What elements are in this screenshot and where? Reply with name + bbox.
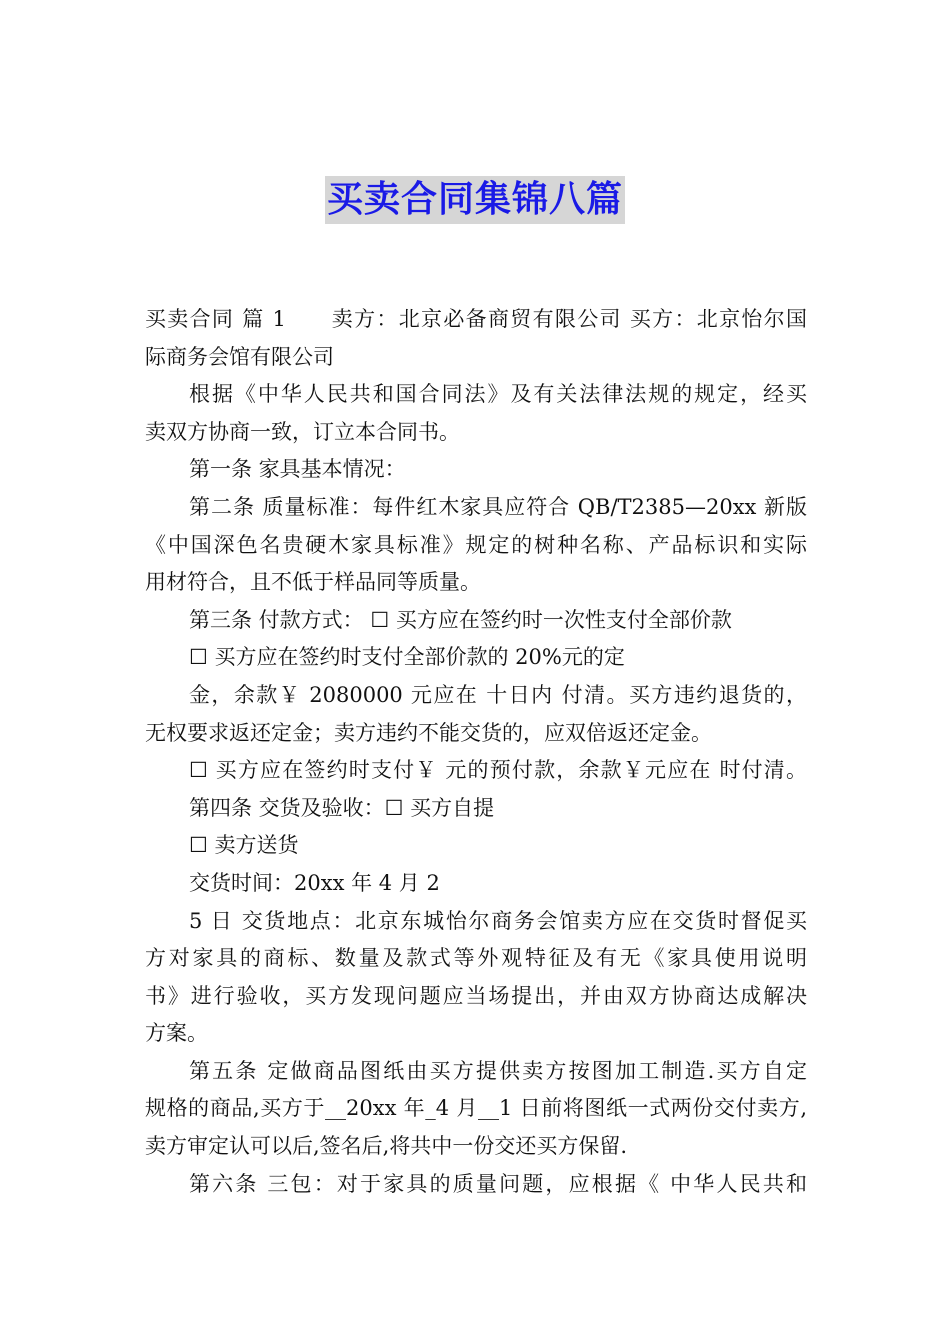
paragraph-line: 5 日 交货地点：北京东城怡尔商务会馆卖方应在交货时督促买 [189,908,807,933]
paragraph-line: 交货时间：20xx 年 4 月 2 [189,870,440,895]
paragraph-line: 买卖合同 篇 1 卖方：北京必备商贸有限公司 买方：北京怡尔国 [145,307,807,331]
paragraph-line: 书》进行验收，买方发现问题应当场提出，并由双方协商达成解决 [145,983,807,1008]
paragraph-line: 方对家具的商标、数量及款式等外观特征及有无《家具使用说明 [145,946,807,971]
paragraph-line: 规格的商品,买方于__20xx 年_4 月__1 日前将图纸一式两份交付卖方, [145,1096,807,1121]
paragraph-line: 第一条 家具基本情况： [189,457,406,482]
paragraph-line: 方案。 [145,1021,208,1046]
document-title: 买卖合同集锦八篇 [325,176,625,224]
paragraph-line: 卖方审定认可以后,签名后,将共中一份交还买方保留. [145,1134,628,1159]
paragraph-line: 第三条 付款方式： ☐ 买方应在签约时一次性支付全部价款 [189,607,732,632]
paragraph-line: 第四条 交货及验收：☐ 买方自提 [189,795,495,820]
paragraph-line: ☐ 买方应在签约时支付￥ 元的预付款，余款￥元应在 时付清。 [189,758,807,783]
document-body [145,301,807,1203]
paragraph-line: 根据《中华人民共和国合同法》及有关法律法规的规定，经买 [189,382,807,407]
paragraph-line: 金，余款￥ 2080000 元应在 十日内 付清。买方违约退货的， [189,682,807,707]
paragraph-line: ☐ 卖方送货 [189,833,299,858]
paragraph-line: 卖双方协商一致，订立本合同书。 [145,419,460,444]
paragraph-line: 《中国深色名贵硬木家具标准》规定的树种名称、产品标识和实际 [145,532,807,557]
paragraph-line: 第六条 三包：对于家具的质量问题，应根据《 中华人民共和 [189,1171,807,1196]
paragraph-line: 用材符合，且不低于样品同等质量。 [145,570,481,595]
paragraph-line: ☐ 买方应在签约时支付全部价款的 20%元的定 [189,645,625,670]
title-container [0,176,950,224]
paragraph-line: 际商务会馆有限公司 [145,344,334,369]
paragraph-line: 第五条 定做商品图纸由买方提供卖方按图加工制造.买方自定 [189,1058,807,1083]
paragraph-line: 第二条 质量标准：每件红木家具应符合 QB/T2385—20xx 新版 [189,494,807,519]
paragraph-line: 无权要求返还定金；卖方违约不能交货的，应双倍返还定金。 [145,720,712,745]
